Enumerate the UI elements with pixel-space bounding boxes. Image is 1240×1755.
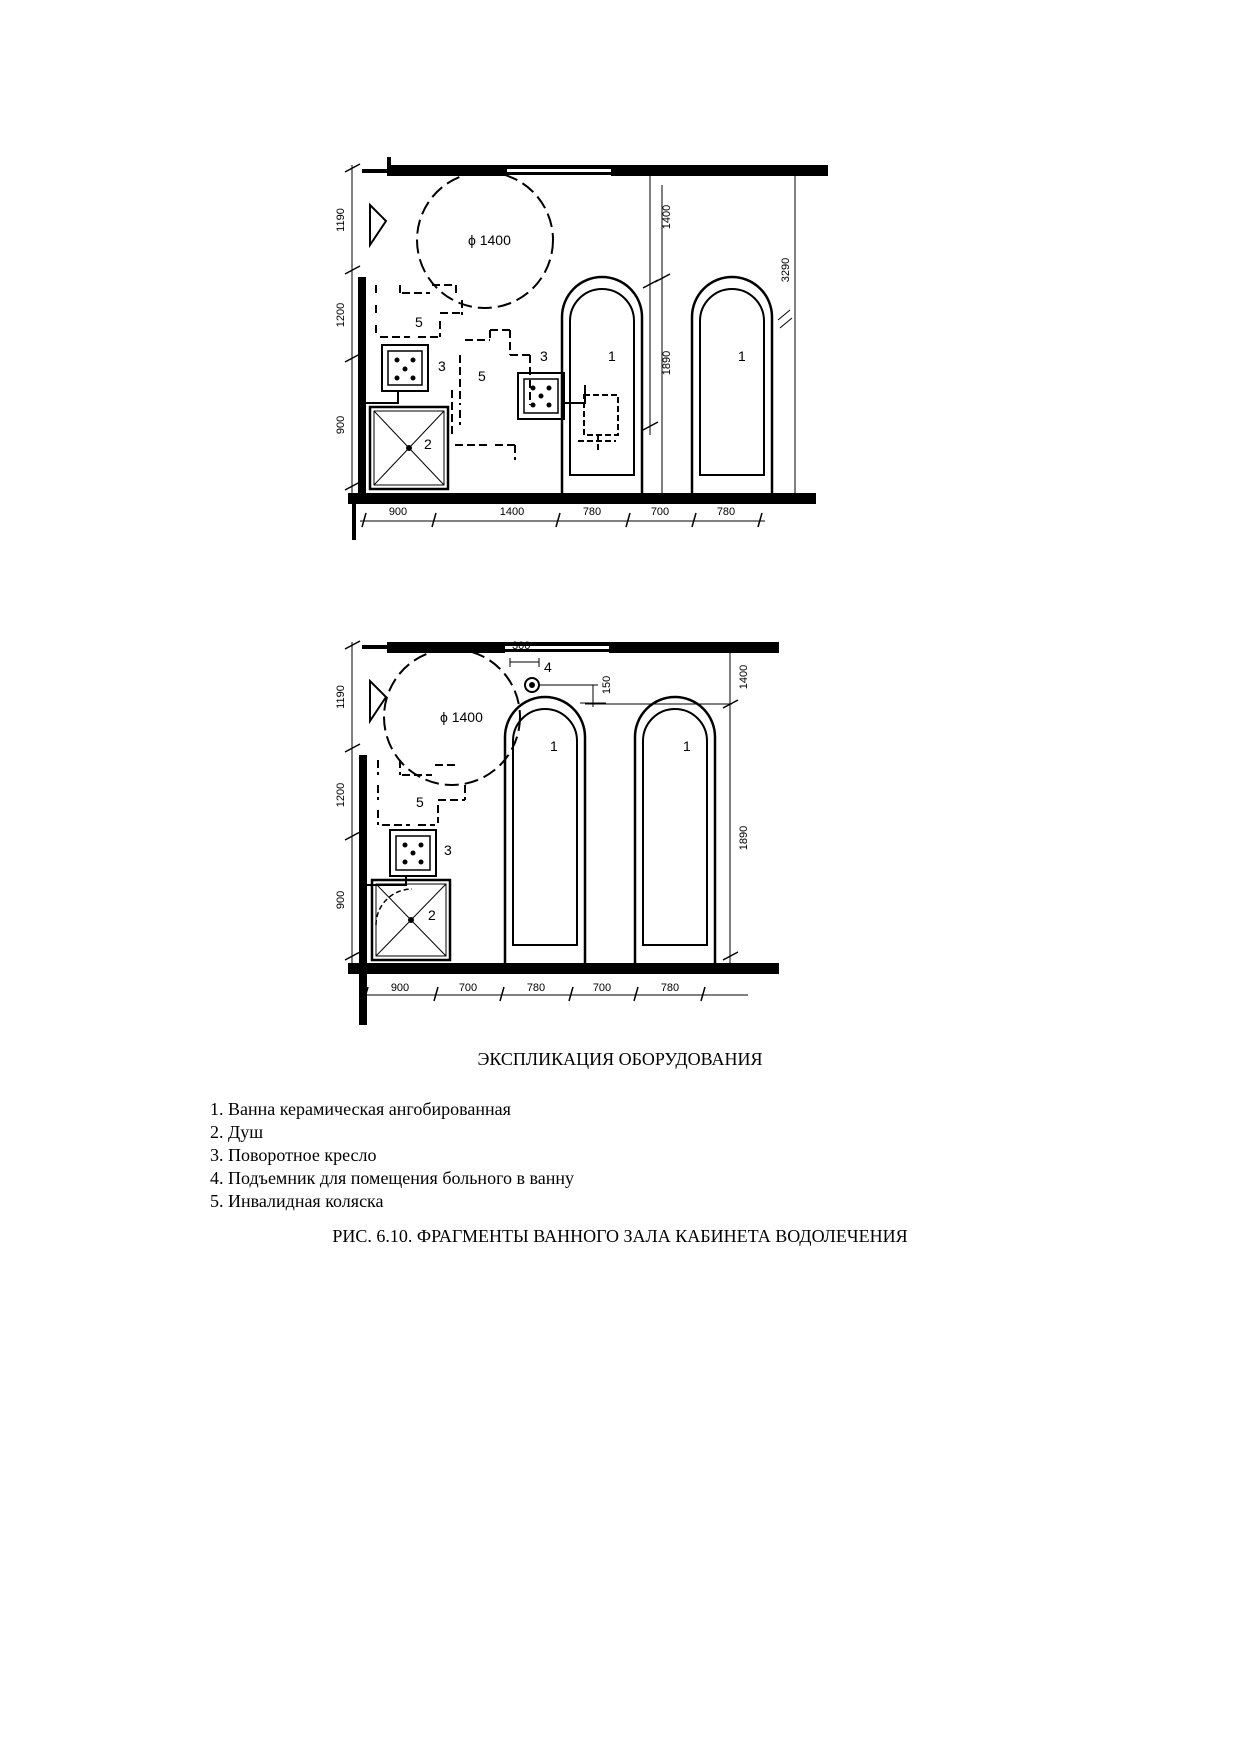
swivel-chair-label: 3 [540, 348, 548, 364]
legend-item: 2. Душ [210, 1122, 264, 1142]
bathtub-inner [700, 289, 764, 475]
turning-circle-label: ϕ 1400 [468, 232, 511, 248]
dim-right: 1890 [661, 350, 673, 376]
wall-tick [362, 169, 392, 173]
dim-left: 1190 [335, 208, 347, 232]
chair-dot [539, 394, 544, 399]
top-wall [609, 642, 779, 653]
bathtub-inner [570, 289, 634, 475]
bottom-wall [348, 493, 816, 504]
turning-circle-label: ϕ 1400 [440, 709, 483, 725]
bathtub-outer [635, 697, 715, 963]
lift-dim-150: 150 [601, 675, 613, 695]
chair-dot [403, 860, 408, 865]
chair-dot [547, 403, 552, 408]
wall-post [387, 157, 391, 165]
wheelchair-label: 5 [416, 794, 424, 810]
bath-seat-frame [578, 435, 616, 453]
dim-bottom: 1400 [499, 506, 525, 518]
top-wall [387, 642, 505, 653]
legend-item: 1. Ванна керамическая ангобированная [210, 1099, 511, 1119]
window-frame [507, 165, 611, 169]
bathtub-label: 1 [608, 348, 616, 364]
chair-dot [403, 367, 408, 372]
entrance-arrow-icon [370, 681, 386, 721]
section-mark-icon [778, 310, 792, 328]
dim-left: 900 [335, 890, 347, 910]
bathtub-inner [513, 709, 577, 945]
bottom-wall [348, 963, 779, 974]
top-wall [387, 165, 507, 176]
dim-right: 1890 [738, 825, 750, 851]
dim-left: 1190 [335, 685, 347, 709]
legend-item: 5. Инвалидная коляска [210, 1191, 384, 1211]
dim-bottom: 780 [526, 982, 546, 994]
wall-tick [362, 645, 392, 649]
dimension-ticks [362, 513, 762, 527]
dim-right: 1400 [738, 664, 750, 690]
chair-dot [395, 358, 400, 363]
lift-dim-300: 300 [512, 640, 531, 652]
bathtub-outer [692, 277, 772, 493]
chair-dot [403, 843, 408, 848]
lift-dimension [510, 658, 539, 667]
chair-dot [547, 386, 552, 391]
dim-bottom: 900 [390, 982, 410, 994]
shower-label: 2 [424, 436, 432, 452]
bathtub-label: 1 [738, 348, 746, 364]
wheelchair-label: 5 [415, 314, 423, 330]
bath-hall-plan-top [335, 145, 940, 550]
dim-left: 1200 [335, 302, 347, 328]
wheelchair-label: 5 [478, 368, 486, 384]
shower-door-swing [376, 889, 412, 925]
dim-bottom: 900 [388, 506, 408, 518]
legend-item: 4. Подъемник для помещения больного в ванну [210, 1168, 575, 1188]
bathtub-outer [562, 277, 642, 493]
bath-hall-plan-bottom [335, 625, 880, 1035]
dim-bottom: 700 [458, 982, 478, 994]
shower-drain [406, 445, 412, 451]
chair-dot [531, 386, 536, 391]
chair-dot [395, 376, 400, 381]
chair-dot [411, 376, 416, 381]
wheelchair-outline [378, 760, 465, 825]
left-wall [359, 755, 367, 1025]
chair-dot [419, 860, 424, 865]
chair-dot [411, 358, 416, 363]
lift-label: 4 [544, 659, 552, 675]
window-frame [507, 172, 611, 175]
swivel-chair-label: 3 [444, 842, 452, 858]
dim-bottom: 780 [660, 982, 680, 994]
dim-bottom: 700 [650, 506, 670, 518]
dim-right: 1400 [661, 204, 673, 230]
patient-lift-hub [529, 682, 535, 688]
figure-caption: РИС. 6.10. ФРАГМЕНТЫ ВАННОГО ЗАЛА КАБИНЕТА ВОДОЛЕЧЕНИЯ [332, 1226, 908, 1246]
shower-label: 2 [428, 907, 436, 923]
dim-left: 900 [335, 415, 347, 435]
dim-bottom: 780 [582, 506, 602, 518]
dim-bottom: 700 [592, 982, 612, 994]
bathtub-label: 1 [550, 738, 558, 754]
bathtub-inner [643, 709, 707, 945]
chair-pipe [564, 385, 585, 403]
dim-left: 1200 [335, 782, 347, 808]
shower-drain [408, 917, 414, 923]
chair-pipe [366, 391, 398, 403]
equipment-legend [210, 1098, 574, 1213]
chair-dot [531, 403, 536, 408]
bathtub-label: 1 [683, 738, 691, 754]
left-wall [358, 277, 366, 502]
bath-seat [584, 395, 618, 435]
explication-title: ЭКСПЛИКАЦИЯ ОБОРУДОВАНИЯ [477, 1049, 763, 1069]
chair-dot [411, 851, 416, 856]
dim-right: 3290 [780, 257, 792, 283]
chair-dot [419, 843, 424, 848]
dim-bottom: 780 [716, 506, 736, 518]
swivel-chair-label: 3 [438, 358, 446, 374]
legend-item: 3. Поворотное кресло [210, 1145, 377, 1165]
entrance-arrow-icon [370, 205, 386, 245]
